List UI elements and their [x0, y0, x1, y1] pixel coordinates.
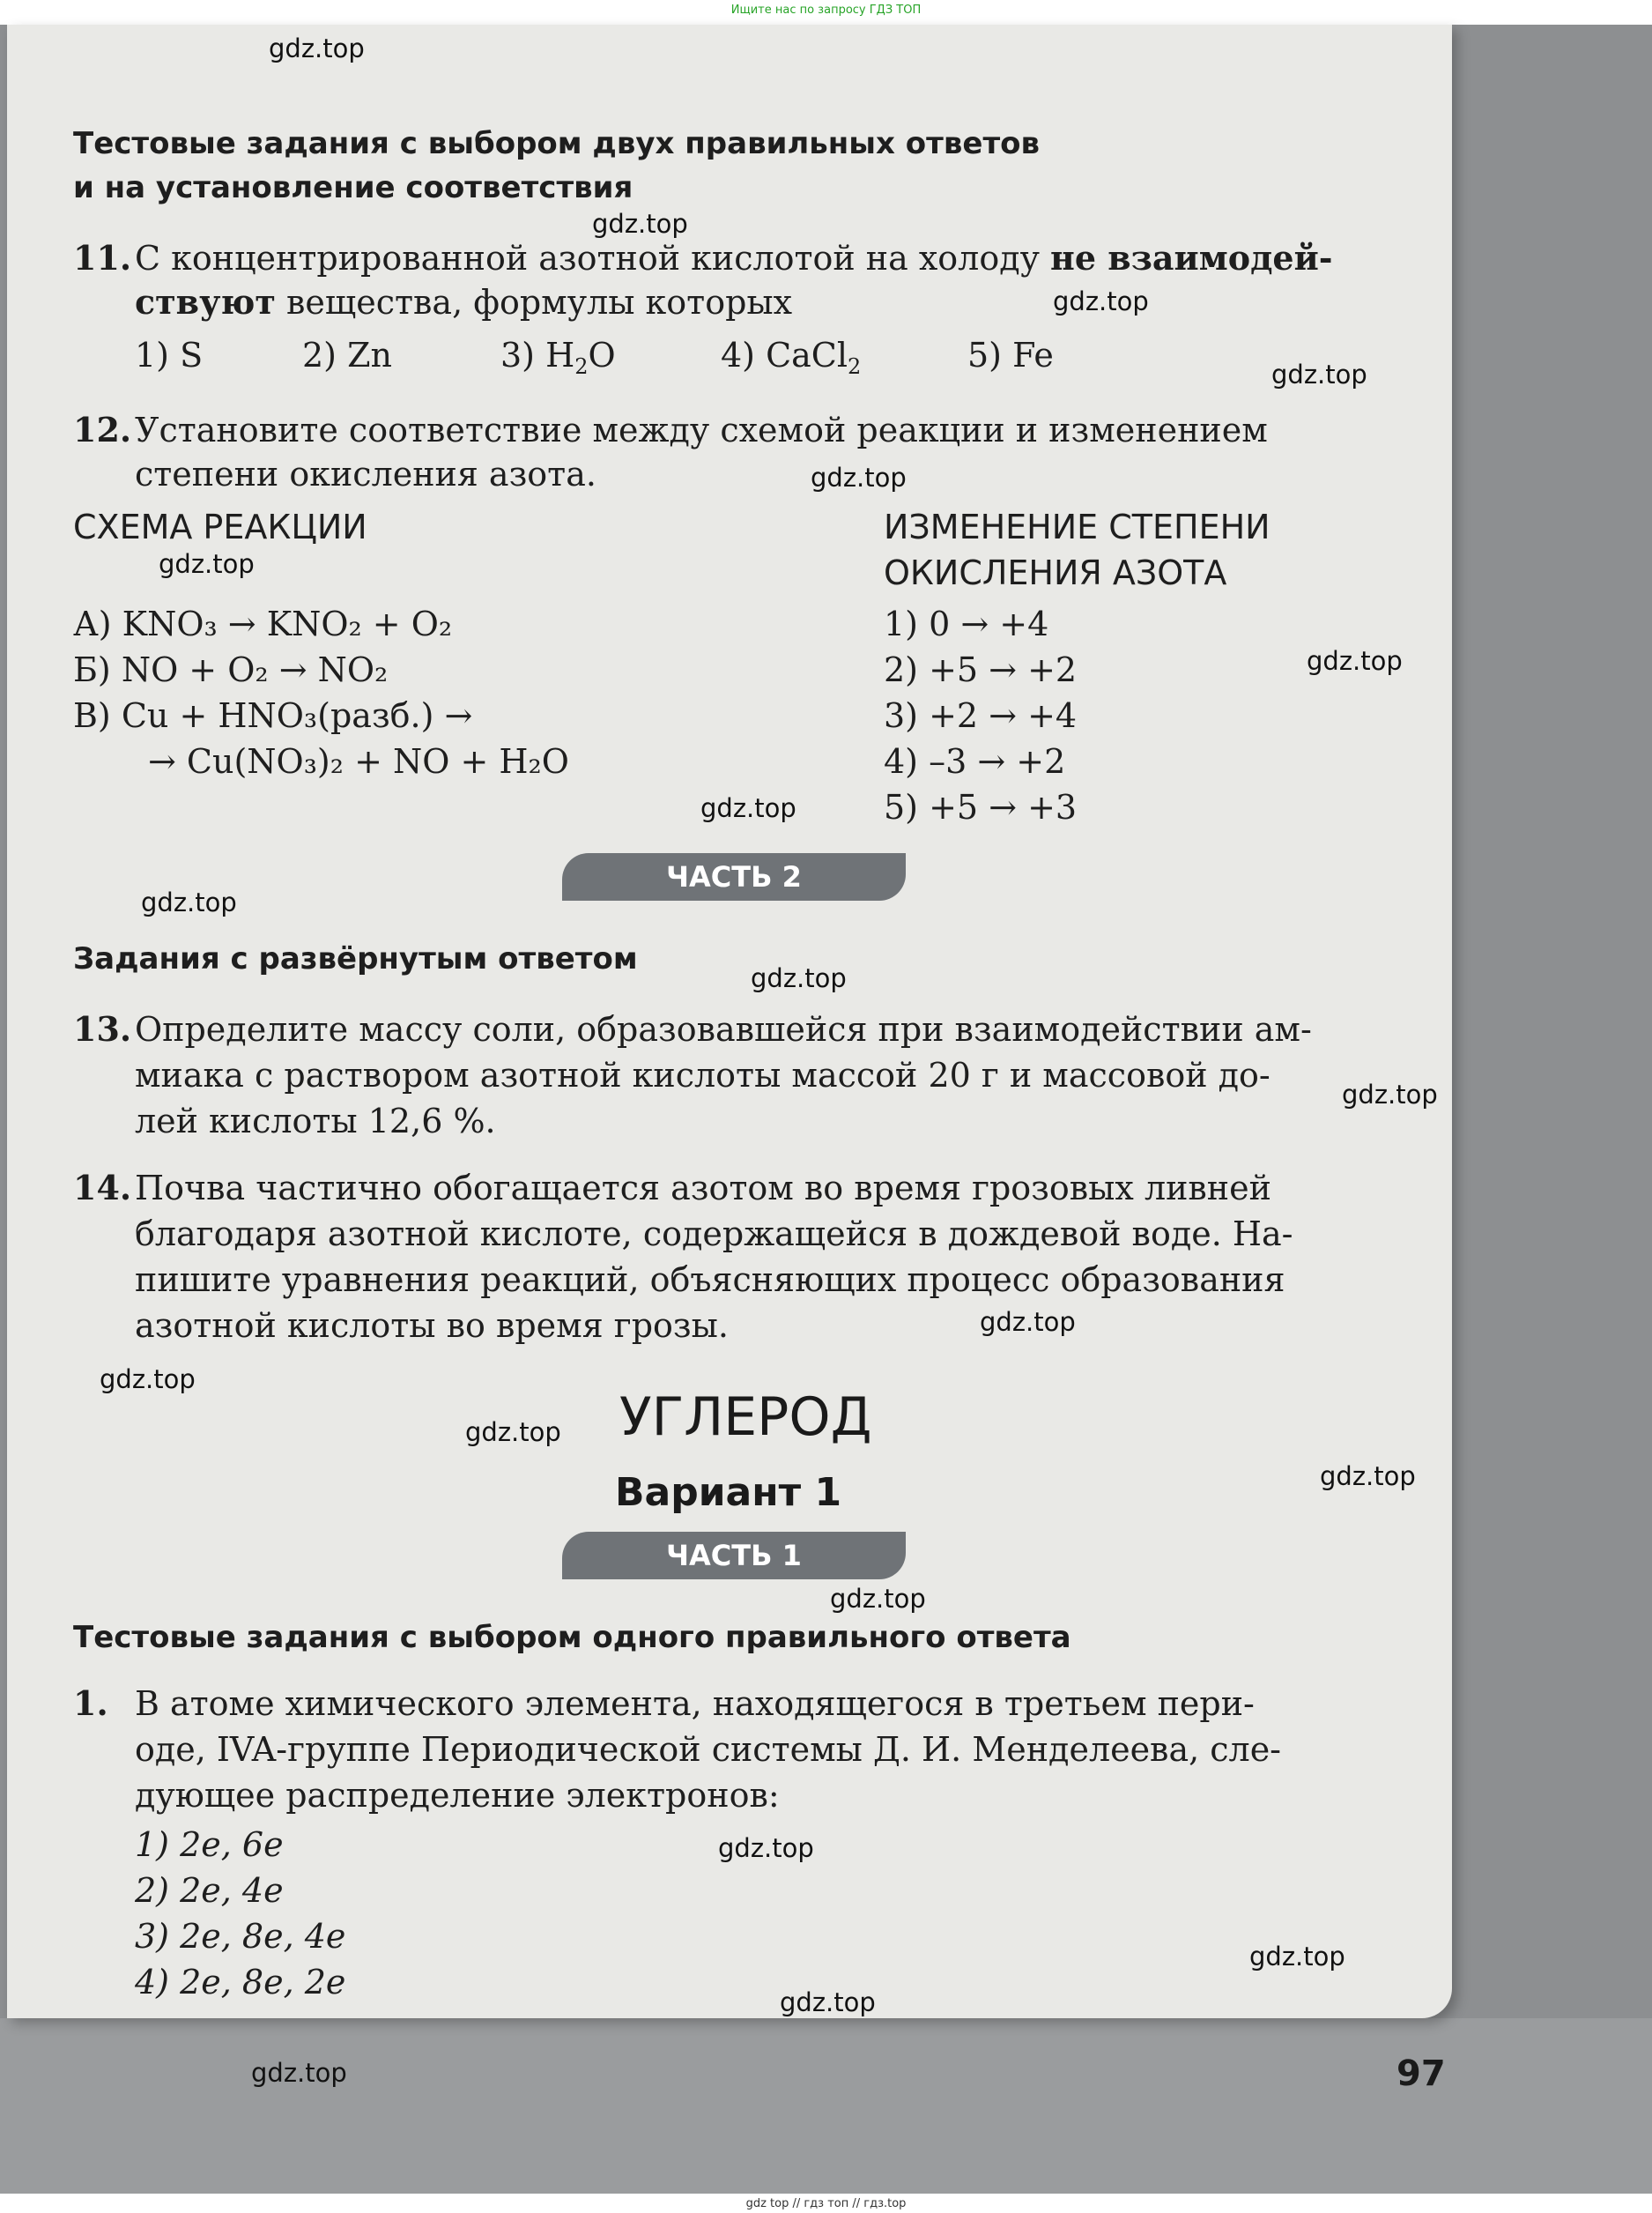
q1-line2: оде, IVA-группе Периодической системы Д. И. Менделеева, сле-: [135, 1730, 1282, 1769]
q1-option-3: 3) 2e, 8e, 4e: [135, 1917, 346, 1956]
watermark: gdz.top: [1320, 1461, 1416, 1491]
q12-change-2: 2) +5 → +2: [884, 650, 1078, 689]
part2-banner: ЧАСТЬ 2: [562, 853, 906, 901]
q14-line3: пишите уравнения реакций, объясняющих процесс образования: [135, 1260, 1285, 1299]
q14-line1: Почва частично обогащается азотом во время грозовых ливней: [135, 1169, 1271, 1207]
q12-reaction-a: А) KNO₃ → KNO₂ + O₂: [73, 605, 453, 643]
carbon-title: УГЛЕРОД: [619, 1386, 872, 1448]
q13-line2: миака с раствором азотной кислоты массой 20 г и массовой до-: [135, 1056, 1270, 1095]
watermark: gdz.top: [100, 1364, 196, 1394]
watermark: gdz.top: [1342, 1080, 1438, 1110]
section3-heading: Тестовые задания с выбором одного правильного ответа: [73, 1620, 1071, 1655]
page-sheet: [7, 25, 1452, 2018]
q12-right-header-1: ИЗМЕНЕНИЕ СТЕПЕНИ: [884, 508, 1270, 546]
section1-heading-line2: и на установление соответствия: [73, 170, 633, 205]
q12-change-4: 4) –3 → +2: [884, 742, 1066, 781]
watermark: gdz.top: [718, 1833, 814, 1863]
watermark: gdz.top: [700, 793, 796, 823]
q12-left-header: СХЕМА РЕАКЦИИ: [73, 508, 367, 546]
q14-number: 14.: [73, 1168, 132, 1207]
watermark: gdz.top: [1307, 646, 1403, 676]
q11-line1: С концентрированной азотной кислотой на холоду не взаимодей-: [135, 238, 1333, 278]
q1-option-4: 4) 2e, 8e, 2e: [135, 1963, 346, 2001]
watermark: gdz.top: [1053, 286, 1149, 316]
page-number: 97: [1396, 2053, 1446, 2094]
q13-line1: Определите массу соли, образовавшейся при взаимодействии ам-: [135, 1010, 1312, 1049]
q11-number: 11.: [73, 238, 132, 278]
q11-option-3: 3) $H_2O$: [500, 336, 616, 379]
bottom-link[interactable]: gdz top // гдз топ // гдз.top: [745, 2197, 907, 2210]
q13-line3: лей кислоты 12,6 %.: [135, 1102, 496, 1140]
q14-line2: благодаря азотной кислоте, содержащейся в дождевой воде. На-: [135, 1214, 1293, 1253]
q1-line1: В атоме химического элемента, находящегося в третьем пери-: [135, 1684, 1255, 1723]
watermark: gdz.top: [830, 1584, 926, 1614]
q1-option-1: 1) 2e, 6e: [135, 1825, 284, 1864]
watermark: gdz.top: [269, 33, 365, 63]
section2-heading: Задания с развёрнутым ответом: [73, 941, 638, 977]
q13-number: 13.: [73, 1009, 132, 1049]
q12-line1: Установите соответствие между схемой реакции и изменением: [135, 411, 1268, 449]
q1-number: 1.: [73, 1683, 108, 1723]
section1-heading-line1: Тестовые задания с выбором двух правильных ответов: [73, 126, 1041, 161]
watermark: gdz.top: [251, 2058, 347, 2088]
watermark: gdz.top: [1249, 1942, 1345, 1972]
watermark: gdz.top: [980, 1307, 1076, 1337]
watermark: gdz.top: [159, 549, 255, 579]
watermark: gdz.top: [811, 463, 907, 493]
q12-change-5: 5) +5 → +3: [884, 788, 1078, 827]
watermark: gdz.top: [592, 209, 688, 239]
top-search-link[interactable]: Ищите нас по запросу ГДЗ ТОП: [730, 4, 922, 17]
q12-reaction-b: Б) NO + O₂ → NO₂: [73, 650, 389, 689]
watermark: gdz.top: [780, 1987, 876, 2017]
q12-line2: степени окисления азота.: [135, 455, 596, 494]
q14-line4: азотной кислоты во время грозы.: [135, 1306, 729, 1345]
q12-reaction-v-line1: В) Cu + HNO₃(разб.) →: [73, 696, 473, 735]
watermark: gdz.top: [1271, 360, 1367, 390]
variant-title: Вариант 1: [615, 1470, 842, 1515]
q12-change-1: 1) 0 → +4: [884, 605, 1049, 643]
q11-option-4: 4) CaCl$_2$: [721, 336, 862, 379]
q11-line2: ствуют вещества, формулы которых: [135, 282, 793, 322]
q1-line3: дующее распределение электронов:: [135, 1776, 780, 1815]
q1-option-2: 2) 2e, 4e: [135, 1871, 284, 1910]
q12-change-3: 3) +2 → +4: [884, 696, 1078, 735]
q11-option-2: 2) Zn: [302, 336, 392, 375]
q11-option-1: 1) S: [135, 336, 204, 375]
q12-reaction-v-line2: → Cu(NO₃)₂ + NO + H₂O: [148, 742, 569, 781]
background-lower: [0, 2018, 1652, 2194]
watermark: gdz.top: [465, 1417, 561, 1447]
q12-number: 12.: [73, 410, 132, 449]
watermark: gdz.top: [141, 887, 237, 917]
watermark: gdz.top: [751, 963, 847, 993]
part1-banner: ЧАСТЬ 1: [562, 1532, 906, 1579]
q12-right-header-2: ОКИСЛЕНИЯ АЗОТА: [884, 553, 1227, 592]
q11-option-5: 5) Fe: [967, 336, 1054, 375]
